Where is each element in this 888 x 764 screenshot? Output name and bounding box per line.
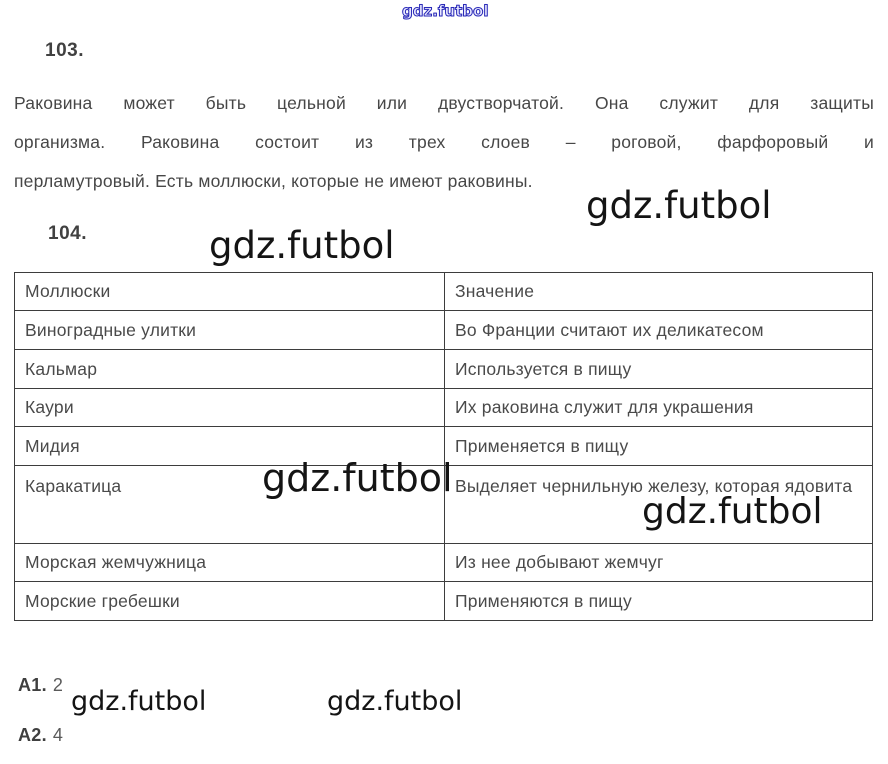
cell-value: Применяется в пищу [445,427,873,466]
table-row [15,582,873,621]
site-watermark: gdz.futbol [209,224,395,267]
answer-a1-value: 2 [52,675,63,695]
cell-value: Выделяет чернильную железу, которая ядовита [445,466,873,544]
cell-value: Используется в пищу [445,350,873,389]
cell-value: Применяются в пищу [445,582,873,621]
answer-a2 [18,725,63,746]
site-watermark: gdz.futbol [71,686,207,717]
site-watermark: gdz.futbol [262,456,453,500]
answer-a2-value: 4 [52,725,63,745]
cell-mollusk: Морская жемчужница [15,544,445,582]
cell-mollusk: Каури [15,389,445,427]
cell-mollusk: Мидия [15,427,445,466]
table-row [15,389,873,427]
site-watermark: gdz.futbol [586,184,772,227]
paragraph-line: организма. Раковина состоит из трех слоев – роговой, фарфоровый и [14,132,874,152]
site-watermark-top: gdz.futbol [402,2,489,20]
paragraph-line: Раковина может быть цельной или двустворчатой. Она служит для защиты [14,93,874,113]
answer-a1-label: А1. [18,675,47,695]
table-row [15,544,873,582]
table-row [15,311,873,350]
table-row [15,350,873,389]
site-watermark: gdz.futbol [642,491,823,532]
cell-mollusk: Морские гребешки [15,582,445,621]
cell-mollusk: Виноградные улитки [15,311,445,350]
cell-value: Их раковина служит для украшения [445,389,873,427]
cell-value: Во Франции считают их деликатесом [445,311,873,350]
question-number-104: 104. [48,223,87,244]
header-cell-mollusks: Моллюски [15,273,445,311]
paragraph-line: перламутровый. Есть моллюски, которые не имеют раковины. [14,171,533,191]
site-watermark: gdz.futbol [327,686,463,717]
mollusk-value-table [14,272,873,621]
answer-a2-label: А2. [18,725,47,745]
table-header-row [15,273,873,311]
answer-a1 [18,675,63,696]
header-cell-value: Значение [445,273,873,311]
question-number-103: 103. [45,40,84,61]
cell-mollusk: Кальмар [15,350,445,389]
cell-mollusk: Каракатица [15,466,445,544]
cell-value: Из нее добывают жемчуг [445,544,873,582]
